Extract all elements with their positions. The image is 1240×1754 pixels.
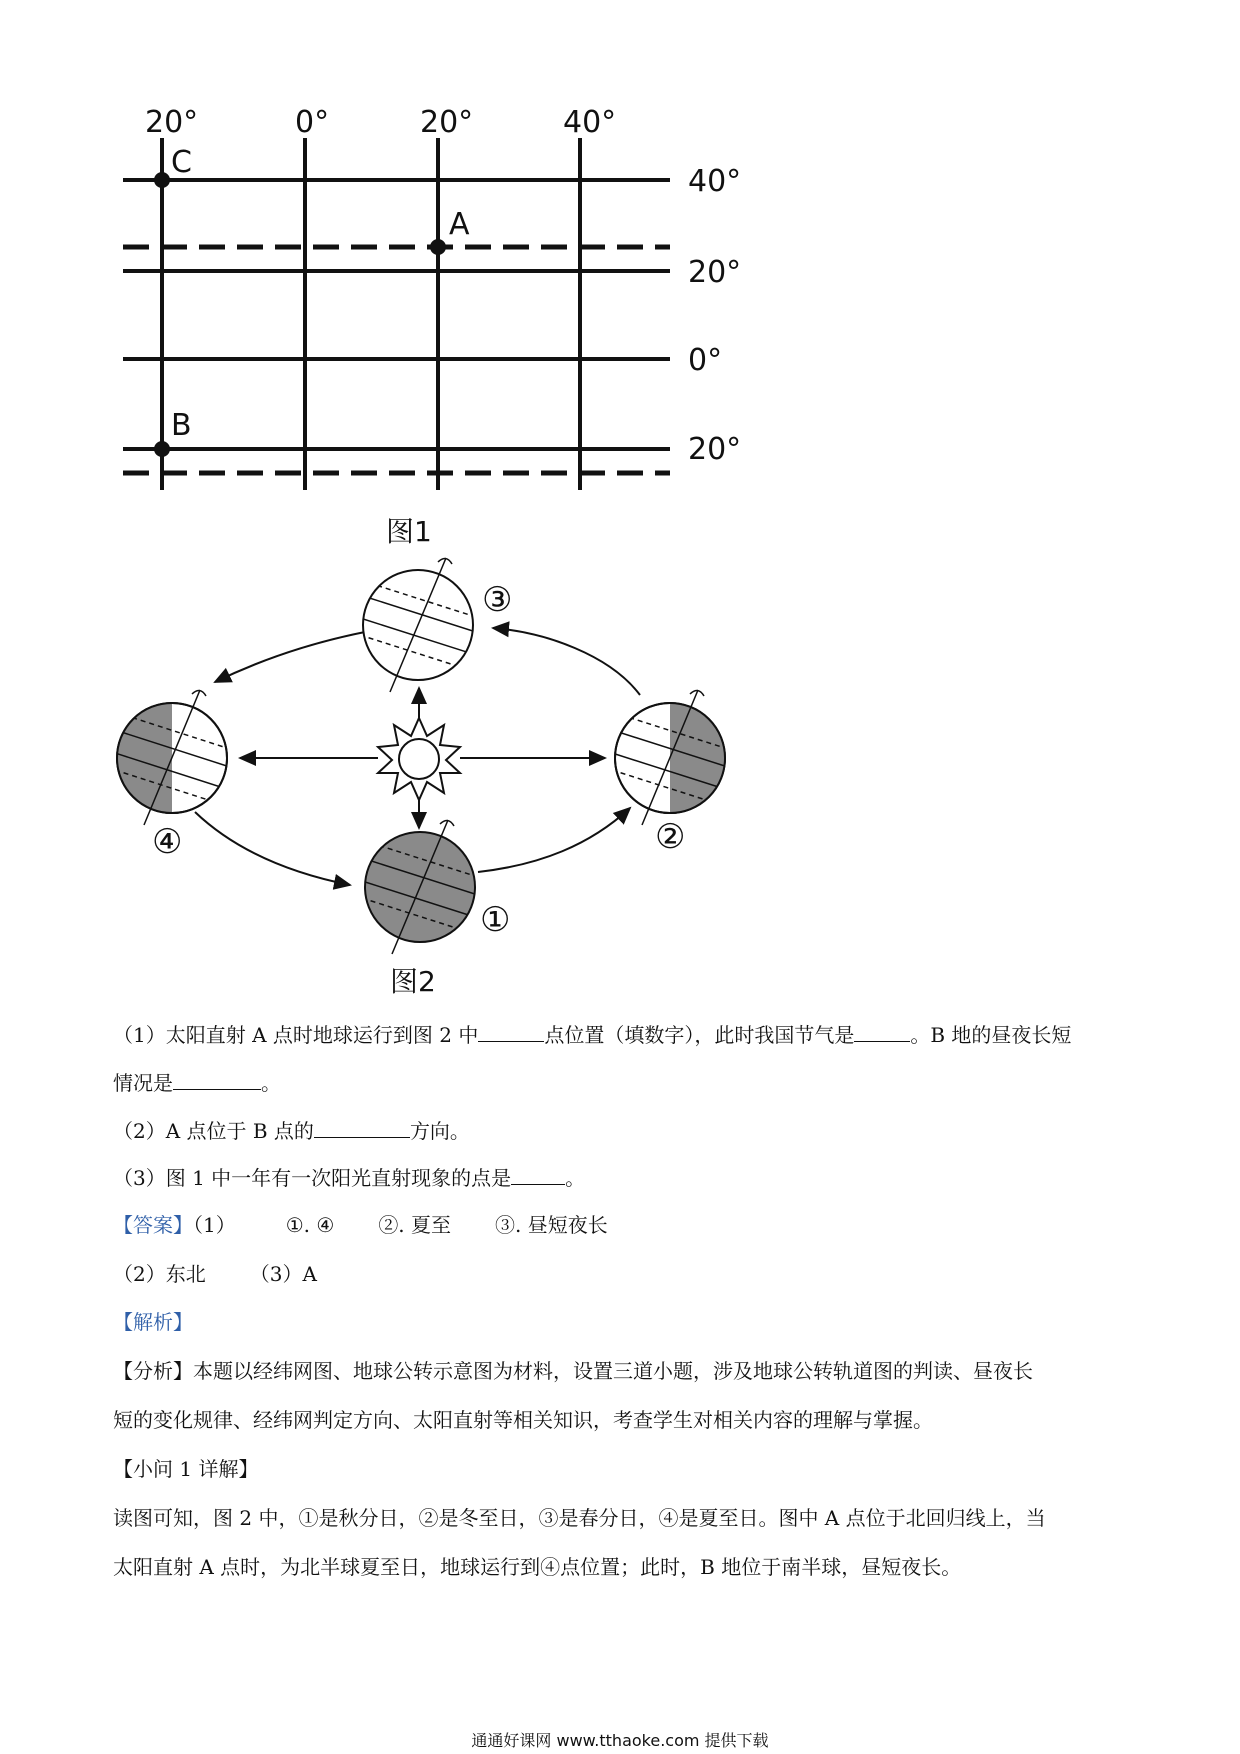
answer-blank: [854, 1021, 910, 1042]
orbit-arrow: [493, 628, 640, 695]
lon-label: 20°: [420, 105, 474, 140]
point-label-c: C: [171, 145, 192, 180]
answer-blank: [173, 1069, 261, 1090]
xiaowen-label: 【小问 1 详解】: [113, 1457, 259, 1481]
answer-line-1: 【答案】（1） ①. ④ ②. 夏至 ③. 昼短夜长: [113, 1213, 608, 1237]
answer-1: ①. ④: [285, 1213, 335, 1237]
position-label-4: ④: [152, 822, 183, 862]
answer-3: ③. 昼短夜长: [495, 1213, 608, 1237]
earth-position-4: [110, 690, 230, 825]
earth-revolution-diagram: [0, 540, 760, 960]
analysis-fenxi-line-2: 短的变化规律、经纬网判定方向、太阳直射等相关知识，考查学生对相关内容的理解与掌握。: [113, 1408, 933, 1432]
answer-line-2: （2）东北 （3）A: [113, 1262, 317, 1286]
answer-2: ②. 夏至: [378, 1213, 452, 1237]
point-b: [154, 441, 170, 457]
position-label-3: ③: [482, 580, 513, 620]
position-label-2: ②: [655, 817, 686, 857]
graticule-diagram: [0, 0, 760, 500]
earth-position-1: [362, 820, 478, 954]
position-label-1: ①: [480, 900, 511, 940]
lon-label: 20°: [145, 105, 199, 140]
lon-label: 40°: [563, 105, 617, 140]
detail-line-2: 太阳直射 A 点时，为北半球夏至日，地球运行到④点位置；此时，B 地位于南半球，昼短夜长。: [113, 1555, 962, 1579]
question-2: （2）A 点位于 B 点的 方向。: [113, 1119, 470, 1143]
lat-label: 20°: [688, 432, 742, 467]
sun-icon: [378, 718, 460, 800]
answer-blank: [511, 1164, 565, 1185]
orbit-arrow: [215, 632, 365, 682]
answer-blank: [314, 1117, 410, 1138]
page-footer: 通通好课网 www.tthaoke.com 提供下载: [471, 1731, 769, 1750]
lat-label: 40°: [688, 164, 742, 199]
point-a: [430, 239, 446, 255]
point-label-a: A: [449, 207, 470, 242]
orbit-arrow: [478, 808, 630, 872]
detail-line-1: 读图可知，图 2 中，①是秋分日，②是冬至日，③是春分日，④是夏至日。图中 A 点位于北回归线上，当: [113, 1506, 1046, 1530]
question-3: （3）图 1 中一年有一次阳光直射现象的点是 。: [113, 1166, 586, 1190]
question-1-line-1: （1）太阳直射 A 点时地球运行到图 2 中 点位置（填数字），此时我国节气是 。B 地的昼夜长短: [113, 1023, 1072, 1047]
analysis-label: 【解析】: [113, 1310, 193, 1334]
figure-2-caption: 图2: [390, 965, 436, 998]
earth-position-2: [612, 690, 732, 825]
lat-label: 0°: [688, 343, 723, 378]
point-c: [154, 172, 170, 188]
point-label-b: B: [171, 408, 192, 443]
lat-label: 20°: [688, 255, 742, 290]
lon-label: 0°: [295, 105, 330, 140]
earth-position-3: [360, 558, 476, 692]
analysis-fenxi-line-1: 【分析】本题以经纬网图、地球公转示意图为材料，设置三道小题，涉及地球公转轨道图的判读、昼夜长: [113, 1359, 1033, 1383]
figure-1-caption: 图1: [386, 515, 432, 548]
orbit-arrow: [195, 812, 350, 885]
answer-blank: [478, 1021, 544, 1042]
answer-label: 【答案】: [113, 1213, 193, 1237]
question-1-line-2: 情况是 。: [113, 1071, 281, 1095]
